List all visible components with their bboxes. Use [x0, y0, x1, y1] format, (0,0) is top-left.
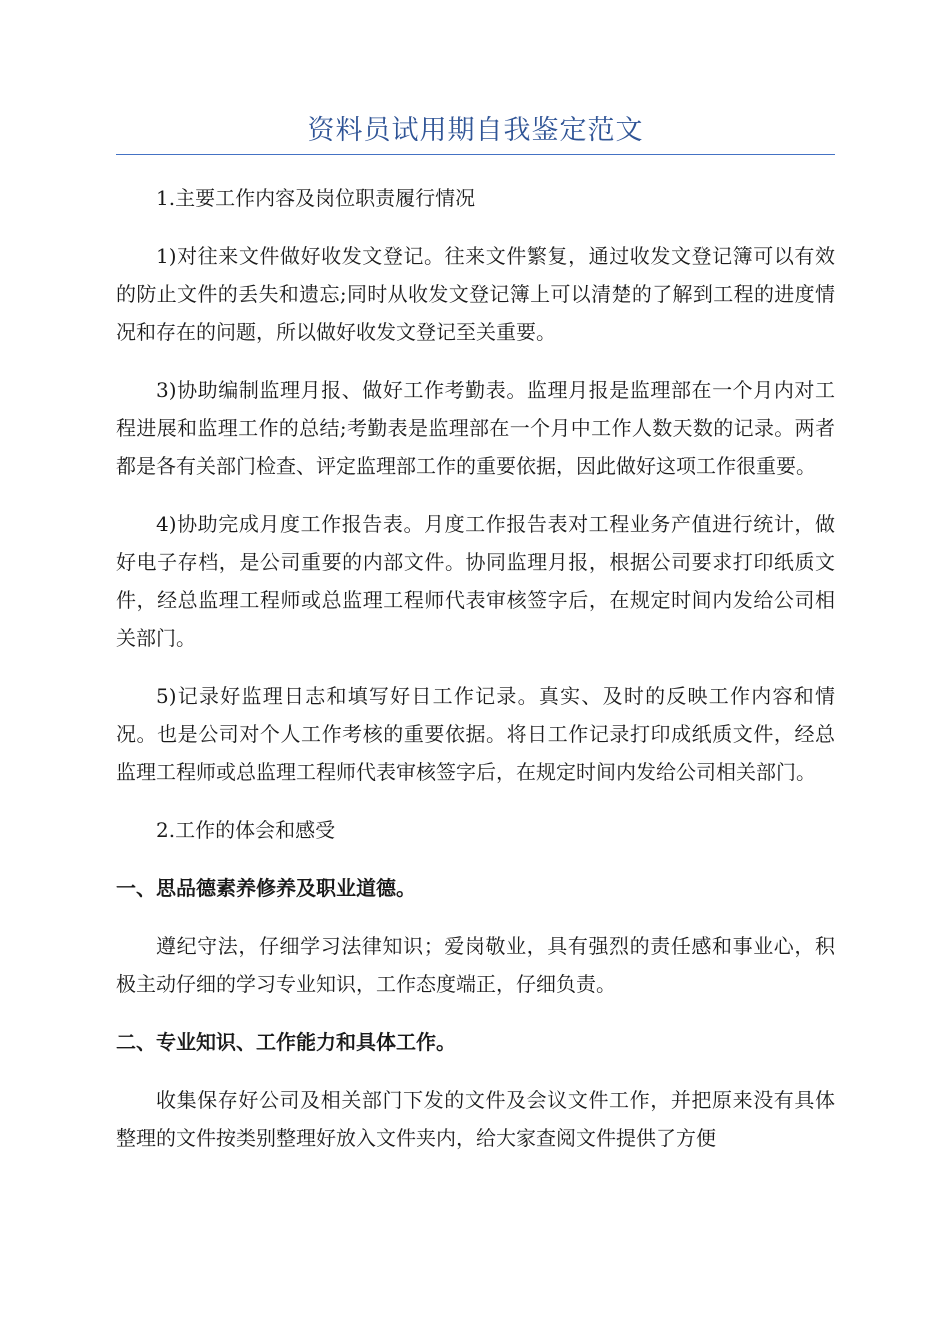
paragraph-item-4: 4)协助完成月度工作报告表。月度工作报告表对工程业务产值进行统计，做好电子存档，是公司重要的内部文件。协同监理月报，根据公司要求打印纸质文件，经总监理工程师或总监理工程师代表审核签字后，在规定时间内发给公司相关部门。	[116, 512, 835, 650]
section-heading-2: 2.工作的体会和感受	[156, 818, 336, 842]
subheading-ethics: 一、思品德素养修养及职业道德。	[116, 876, 416, 900]
section-heading-1: 1.主要工作内容及岗位职责履行情况	[156, 186, 476, 210]
paragraph-professional: 收集保存好公司及相关部门下发的文件及会议文件工作，并把原来没有具体整理的文件按类别整理好放入文件夹内，给大家查阅文件提供了方便	[116, 1088, 835, 1150]
title-divider	[116, 154, 835, 155]
document-page	[116, 108, 835, 1157]
document-title: 资料员试用期自我鉴定范文	[307, 115, 644, 146]
paragraph-item-5: 5)记录好监理日志和填写好日工作记录。真实、及时的反映工作内容和情况。也是公司对个人工作考核的重要依据。将日工作记录打印成纸质文件，经总监理工程师或总监理工程师代表审核签字后，在规定时间内发给公司相关部门。	[116, 684, 835, 784]
paragraph-ethics: 遵纪守法，仔细学习法律知识；爱岗敬业，具有强烈的责任感和事业心，积极主动仔细的学习专业知识，工作态度端正，仔细负责。	[116, 934, 835, 996]
paragraph-item-1: 1)对往来文件做好收发文登记。往来文件繁复，通过收发文登记簿可以有效的防止文件的丢失和遗忘;同时从收发文登记簿上可以清楚的了解到工程的进度情况和存在的问题，所以做好收发文登记至关重要。	[116, 244, 835, 344]
paragraph-item-3: 3)协助编制监理月报、做好工作考勤表。监理月报是监理部在一个月内对工程进展和监理工作的总结;考勤表是监理部在一个月中工作人数天数的记录。两者都是各有关部门检查、评定监理部工作的重要依据，因此做好这项工作很重要。	[116, 378, 835, 478]
subheading-professional: 二、专业知识、工作能力和具体工作。	[116, 1030, 456, 1054]
